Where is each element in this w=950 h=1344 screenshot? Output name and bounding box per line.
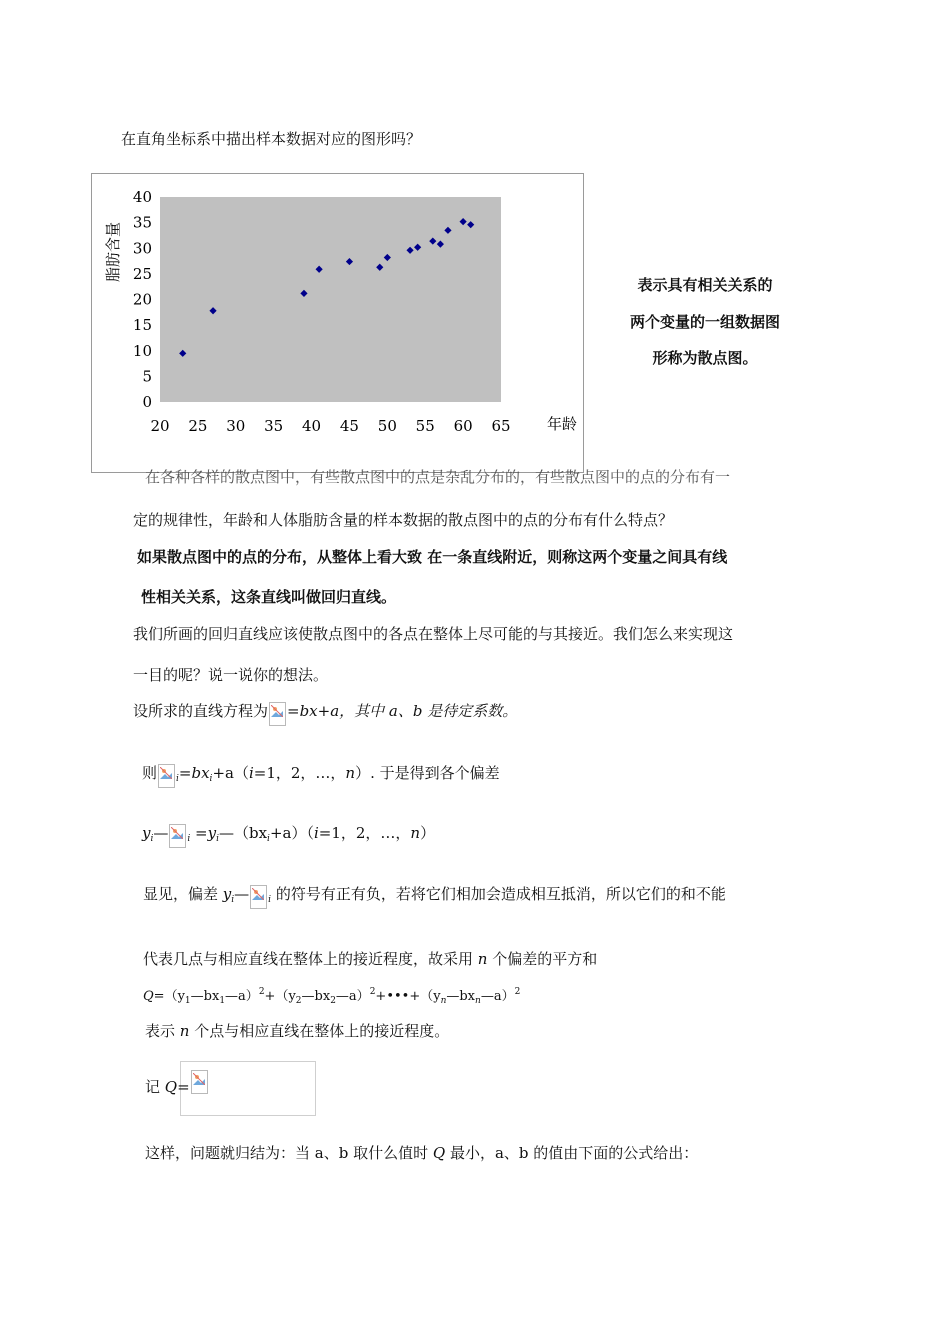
definition-line-1: 如果散点图中的点的分布，从整体上看大致 在一条直线附近，则称这两个变量之间具有线	[137, 548, 728, 566]
y-tick-label: 10	[132, 341, 152, 360]
line-set-text-a: 设所求的直线方程为	[133, 702, 269, 720]
x-tick-label: 20	[150, 417, 170, 435]
q-part-f: —a）	[225, 989, 259, 1004]
sub-i: i	[176, 774, 179, 784]
q-part-m: 2	[369, 987, 376, 997]
dev-text-j: ）	[420, 824, 436, 842]
para4-text-a: 代表几点与相应直线在整体上的接近程度，故采用	[143, 950, 478, 968]
y-tick-label: 5	[142, 367, 152, 386]
y-tick-label: 20	[132, 290, 152, 309]
para2-line-1: 我们所画的回归直线应该使散点图中的各点在整体上尽可能的与其接近。我们怎么来实现这	[133, 625, 734, 643]
para5-text-c: 个点与相应直线在整体上的接近程度。	[189, 1022, 450, 1040]
para4-text-c: 个偏差的平方和	[487, 950, 598, 968]
then-text-g: ）. 于是得到各个偏差	[355, 764, 500, 782]
x-tick-label: 65	[491, 417, 511, 435]
para1-line-1: 在各种各样的散点图中，有些散点图中的点是杂乱分布的，有些散点图中的点的分布有一	[145, 468, 731, 486]
sub-i: i	[231, 895, 235, 905]
then-text-d: i	[248, 764, 254, 782]
final-sentence	[145, 1142, 698, 1163]
dev-text-f: +a）（	[269, 824, 314, 842]
y-tick-label: 30	[132, 239, 152, 258]
broken-image-icon	[250, 885, 267, 909]
sub-i: i	[267, 834, 270, 844]
q-part-q: n	[475, 996, 481, 1006]
sub-i: i	[209, 774, 213, 784]
para3-text-a: 显见，偏差	[143, 885, 223, 903]
x-axis-label: 年龄	[547, 415, 578, 433]
dev-text-b: —	[153, 824, 169, 842]
line-equation-sentence	[133, 700, 517, 726]
deviation-formula	[142, 822, 435, 848]
broken-image-icon	[269, 702, 286, 726]
final-text-c: 最小，a、b 的值由下面的公式给出：	[445, 1144, 699, 1162]
x-tick-label: 50	[377, 417, 397, 435]
broken-image-icon	[158, 764, 175, 788]
x-tick-label: 35	[264, 417, 284, 435]
q-part-a: Q	[143, 989, 154, 1004]
para3-text-b: y	[222, 885, 232, 903]
q-part-g: 2	[258, 987, 265, 997]
q-part-o: n	[440, 996, 447, 1006]
para4	[143, 948, 597, 969]
dev-text-d: =y	[195, 824, 217, 842]
x-tick-label: 25	[188, 417, 208, 435]
y-tick-label: 0	[142, 393, 152, 411]
y-tick-label: 15	[132, 316, 152, 335]
then-text-c: +a（	[212, 764, 249, 782]
dev-text-e: —（bx	[218, 824, 268, 842]
q-part-i: 2	[295, 996, 302, 1006]
then-text-e: =1，2，…，	[253, 764, 346, 782]
q-part-c: 1	[184, 996, 191, 1006]
line-set-text-b: =bx+a，其中 a、b 是待定系数。	[287, 702, 518, 720]
q-formula	[143, 985, 520, 1006]
q-part-r: —a）	[480, 989, 515, 1004]
y-axis-label: 脂肪含量	[104, 221, 122, 283]
then-text-a: 则	[142, 764, 158, 782]
scatter-plot-svg	[92, 174, 583, 472]
sub-i: i	[150, 834, 154, 844]
para5	[145, 1020, 449, 1041]
then-sentence	[142, 762, 500, 788]
intro-text: 在直角坐标系中描出样本数据对应的图形吗？	[121, 130, 422, 148]
x-tick-label: 60	[453, 417, 473, 435]
q-part-j: —bx	[301, 989, 331, 1004]
sub-i: i	[268, 895, 272, 905]
sub-i: i	[216, 834, 219, 844]
record-text-a: 记	[145, 1078, 165, 1096]
para3-text-d: 的符号有正有负，若将它们相加会造成相互抵消，所以它们的和不能	[271, 885, 726, 903]
dev-text-a: y	[142, 824, 151, 842]
then-text-f: n	[345, 764, 356, 782]
q-part-k: 2	[330, 996, 336, 1006]
para3	[143, 883, 726, 909]
record-line	[145, 1070, 209, 1097]
dev-text-g: i	[313, 824, 319, 842]
para4-text-b: n	[477, 950, 488, 968]
then-text-b: =bx	[178, 764, 210, 782]
record-text-c: =	[177, 1078, 190, 1096]
q-part-d: —bx	[190, 989, 220, 1004]
x-tick-label: 45	[339, 417, 359, 435]
para2-line-2: 一目的呢？说一说你的想法。	[133, 666, 329, 684]
scatter-chart	[91, 173, 584, 473]
final-text-b: Q	[432, 1144, 446, 1162]
definition-line-2: 性相关关系，这条直线叫做回归直线。	[141, 588, 397, 606]
x-tick-label: 30	[226, 417, 246, 435]
dev-text-h: =1，2，…，	[318, 824, 411, 842]
final-text-a: 这样，问题就归结为：当 a、b 取什么值时	[145, 1144, 433, 1162]
q-part-l: —a）	[335, 989, 370, 1004]
broken-image-icon	[191, 1070, 208, 1094]
para1-line-2: 定的规律性，年龄和人体脂肪含量的样本数据的散点图中的点的分布有什么特点？	[133, 511, 674, 529]
plot-area	[160, 197, 501, 402]
para3-text-c: —	[234, 885, 250, 903]
side-note-line-1: 表示具有相关关系的	[637, 276, 773, 294]
dev-text-i: n	[410, 824, 421, 842]
q-part-s: 2	[514, 987, 521, 997]
broken-image-icon	[169, 824, 186, 848]
x-tick-label: 40	[302, 417, 322, 435]
side-note-line-2: 两个变量的一组数据图	[629, 313, 780, 331]
x-tick-label: 55	[415, 417, 435, 435]
q-part-h: +（y	[264, 989, 296, 1004]
y-tick-label: 25	[132, 264, 152, 283]
y-tick-label: 35	[132, 213, 152, 232]
para5-text-a: 表示	[145, 1022, 180, 1040]
q-part-e: 1	[219, 996, 226, 1006]
y-tick-label: 40	[132, 188, 152, 206]
record-text-b: Q	[164, 1078, 178, 1096]
dev-text-c: i	[187, 834, 191, 844]
q-part-b: =（y	[153, 989, 185, 1004]
q-part-p: —bx	[446, 989, 476, 1004]
para5-text-b: n	[179, 1022, 190, 1040]
q-part-n: +•••+（y	[375, 989, 441, 1004]
side-note-line-3: 形称为散点图。	[652, 349, 758, 367]
